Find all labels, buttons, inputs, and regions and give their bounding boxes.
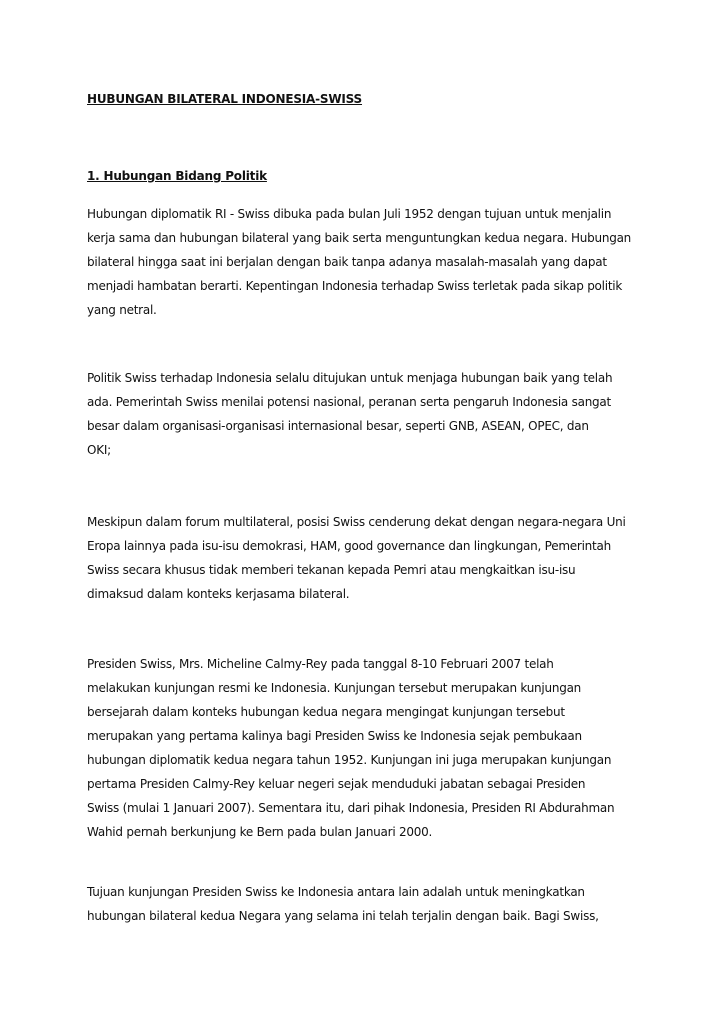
paragraph-line: Presiden Swiss, Mrs. Micheline Calmy-Rey pada tanggal 8-10 Februari 2007 telah: [87, 657, 554, 671]
paragraph-line: Swiss (mulai 1 Januari 2007). Sementara itu, dari pihak Indonesia, Presiden RI Abdurahman: [87, 801, 615, 815]
paragraph-line: ada. Pemerintah Swiss menilai potensi nasional, peranan serta pengaruh Indonesia sangat: [87, 395, 611, 409]
paragraph-line: hubungan diplomatik kedua negara tahun 1952. Kunjungan ini juga merupakan kunjungan: [87, 753, 612, 767]
paragraph-line: yang netral.: [87, 303, 157, 317]
paragraph-line: kerja sama dan hubungan bilateral yang baik serta menguntungkan kedua negara. Hubungan: [87, 231, 632, 245]
paragraph-line: hubungan bilateral kedua Negara yang selama ini telah terjalin dengan baik. Bagi Swiss,: [87, 909, 599, 923]
paragraph-line: pertama Presiden Calmy-Rey keluar negeri sejak menduduki jabatan sebagai Presiden: [87, 777, 586, 791]
paragraph-line: Tujuan kunjungan Presiden Swiss ke Indonesia antara lain adalah untuk meningkatkan: [87, 885, 585, 899]
paragraph-4: [87, 652, 635, 844]
paragraph-line: Politik Swiss terhadap Indonesia selalu ditujukan untuk menjaga hubungan baik yang telah: [87, 371, 613, 385]
paragraph-line: Swiss secara khusus tidak memberi tekanan kepada Pemri atau mengkaitkan isu-isu: [87, 563, 576, 577]
paragraph-5: [87, 880, 635, 928]
section-heading: 1. Hubungan Bidang Politik: [87, 169, 267, 183]
paragraph-line: Wahid pernah berkunjung ke Bern pada bulan Januari 2000.: [87, 825, 433, 839]
paragraph-line: Eropa lainnya pada isu-isu demokrasi, HAM, good governance dan lingkungan, Pemerintah: [87, 539, 611, 553]
paragraph-line: menjadi hambatan berarti. Kepentingan Indonesia terhadap Swiss terletak pada sikap politik: [87, 279, 623, 293]
paragraph-line: dimaksud dalam konteks kerjasama bilateral.: [87, 587, 350, 601]
paragraph-2: [87, 366, 635, 462]
document-title: HUBUNGAN BILATERAL INDONESIA-SWISS: [87, 92, 363, 106]
paragraph-line: besar dalam organisasi-organisasi internasional besar, seperti GNB, ASEAN, OPEC, dan: [87, 419, 589, 433]
paragraph-line: merupakan yang pertama kalinya bagi Presiden Swiss ke Indonesia sejak pembukaan: [87, 729, 582, 743]
paragraph-3: [87, 510, 635, 606]
paragraph-line: OKI;: [87, 443, 111, 457]
paragraph-line: bersejarah dalam konteks hubungan kedua negara mengingat kunjungan tersebut: [87, 705, 565, 719]
paragraph-line: bilateral hingga saat ini berjalan dengan baik tanpa adanya masalah-masalah yang dapat: [87, 255, 607, 269]
paragraph-line: melakukan kunjungan resmi ke Indonesia. Kunjungan tersebut merupakan kunjungan: [87, 681, 582, 695]
paragraph-line: Hubungan diplomatik RI - Swiss dibuka pada bulan Juli 1952 dengan tujuan untuk menjalin: [87, 207, 612, 221]
paragraph-1: [87, 202, 635, 322]
paragraph-line: Meskipun dalam forum multilateral, posisi Swiss cenderung dekat dengan negara-negara Uni: [87, 515, 626, 529]
